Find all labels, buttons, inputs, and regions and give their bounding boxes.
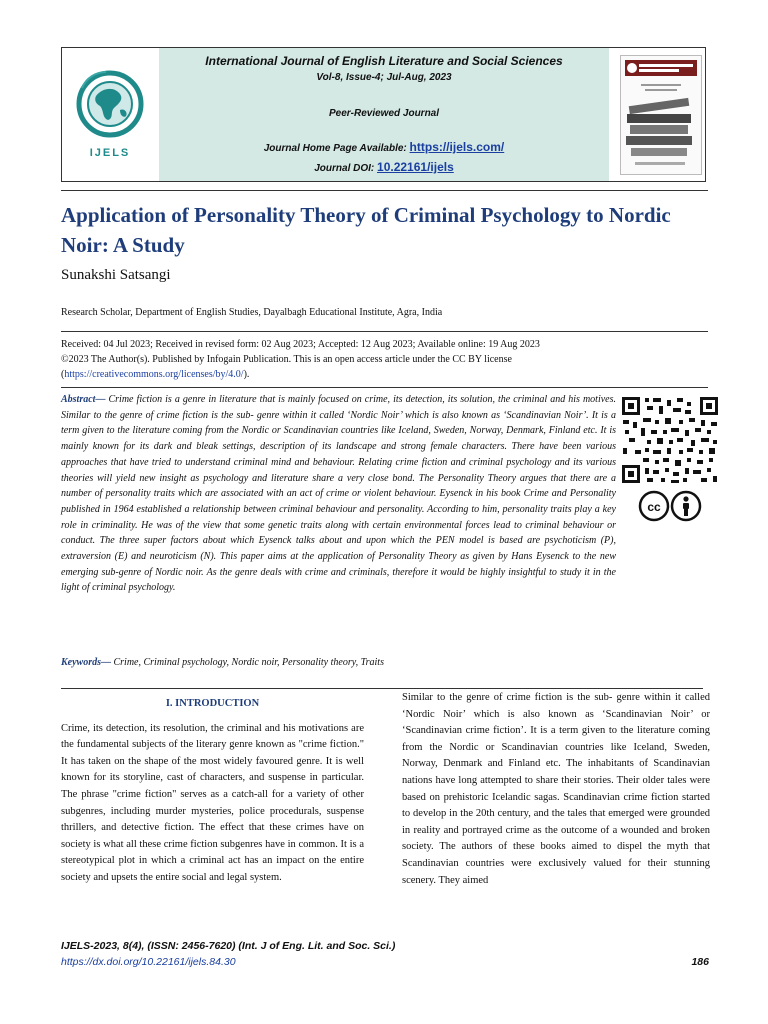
journal-doi-link[interactable]: 10.22161/ijels <box>377 160 454 174</box>
journal-doi-line <box>159 160 609 174</box>
intro-paragraph-right: Similar to the genre of crime fiction is the sub- genre within it called ‘Nordic Noir’ which is also known as ‘Scandinavian Noir’ or ‘Scandinavian crime fiction’. It is a term given to the literature coming from the Nordic or Scandinavian countries like Iceland, Sweden, Norway, Denmark and Finland etc. The inhabitants of Scandinavian nations have long attempted to share their stories. Their older tales were based on prehistoric Icelandic sagas. Scandinavian crime fiction started to develop in the 20th century, and the tales that emerged were grounded in reality and portrayed crime as the outcome of a wounded and broken society. The authors of these books aimed to dispel the myth that Scandinavian countries were exclusively valued for their stunning scenery. They aimed <box>402 692 710 886</box>
cc-by-license-icon <box>638 490 702 522</box>
article-dates: Received: 04 Jul 2023; Received in revised form: 02 Aug 2023; Accepted: 12 Aug 2023; Available online: 19 Aug 2023 <box>61 339 540 350</box>
abstract-text: Crime fiction is a genre in literature that is mainly focused on crime, its detection, its solution, the criminal and his motives. Similar to the genre of crime fiction is the sub- genre within it called ‘Nordic Noir’ which is also known as ‘Scandinavian Noir’. It is a term given to the literature coming from the Nordic or Scandinavian countries like Iceland, Sweden, Norway, Denmark, Finland etc. It is mainly known for its dark and bleak settings, description of its landscape and strong female characters. There have been various approaches that have tried to understand criminal mind and behaviour. Relating crime fiction and criminal psychology and its various theories will yield new insight as psychology and literature share a very close bond. The Personality Theory argues that there are a number of personality traits which are associated with an act of crime or violent behaviour. Eysenck in his book Crime and Personality published in 1964 established a relationship between criminal behaviour and personality. According to him, personality traits play a key role in criminality. He was of the view that some genetic traits along with certain environmental forces lead to criminal behaviour or conduct. The three super factors about which Eysenck talks about and upon which the PEN model is based are psychoticism (P), extraversion (E) and neuroticism (N). This paper aims at the application of Personality Theory as given by Hans Eysenck to the new emerging sub-genre of Nordic noir. As the genre deals with crime and criminals, therefore it would be highly insightful to study it in the light of criminal psychology. <box>61 394 617 594</box>
license-line: (https://creativecommons.org/licenses/by/4.0/). <box>61 369 250 380</box>
meta-divider-top <box>61 331 708 332</box>
journal-header <box>61 47 706 182</box>
intro-paragraph-left: Crime, its detection, its resolution, the criminal and his motivations are the fundamental subjects of the literary genre known as "crime fiction." It has taken on the shape of the most widely favoured genre. It is well known for its storyline, cast of characters, and suspense in particular. The phrase "crime fiction" serves as a catch-all for a variety of other subgenres, including murder mysteries, police procedurals, suspense thrillers, and detective fiction. The effect that these crimes have on society is what all these crime fiction subgenres have in common. It is a stereotypical plot in which a criminal act has an impact on the entire society and upsets the entire social and legal system. <box>61 722 364 883</box>
svg-text:cc: cc <box>647 500 661 514</box>
keywords-text: Crime, Criminal psychology, Nordic noir, Personality theory, Traits <box>113 657 384 668</box>
qr-code-icon <box>621 396 719 484</box>
header-divider <box>61 190 708 191</box>
home-page-label: Journal Home Page Available: <box>263 143 407 154</box>
article-author: Sunakshi Satsangi <box>61 267 171 283</box>
keywords <box>61 657 701 668</box>
article-title: Application of Personality Theory of Criminal Psychology to Nordic Noir: A Study <box>61 203 671 257</box>
copyright-notice: ©2023 The Author(s). Published by Infogain Publication. This is an open access article under the CC BY license <box>61 354 512 365</box>
author-affiliation: Research Scholar, Department of English Studies, Dayalbagh Educational Institute, Agra, India <box>61 307 443 318</box>
journal-cover-image <box>620 55 702 175</box>
article-metadata <box>61 337 711 382</box>
page-number: 186 <box>691 956 709 968</box>
page-footer <box>61 938 709 970</box>
keywords-label: Keywords— <box>61 657 111 668</box>
license-link[interactable]: https://creativecommons.org/licenses/by/4.0/ <box>64 369 244 380</box>
journal-issue: Vol-8, Issue-4; Jul-Aug, 2023 <box>316 72 452 83</box>
journal-logo <box>62 48 159 181</box>
footer-citation: IJELS-2023, 8(4), (ISSN: 2456-7620) (Int. J of Eng. Lit. and Soc. Sci.) <box>61 940 396 952</box>
abstract <box>61 392 616 596</box>
footer-doi-link[interactable]: https://dx.doi.org/10.22161/ijels.84.30 <box>61 956 236 968</box>
journal-home-link[interactable]: https://ijels.com/ <box>409 140 505 154</box>
doi-label: Journal DOI: <box>314 163 375 174</box>
journal-info-band <box>159 48 609 181</box>
keywords-divider <box>61 688 703 689</box>
journal-home-line <box>159 140 609 154</box>
abstract-label: Abstract— <box>61 394 106 405</box>
journal-name: International Journal of English Literature and Social Sciences <box>205 54 563 68</box>
body-column-right <box>402 690 710 889</box>
peer-reviewed-label: Peer-Reviewed Journal <box>328 108 440 119</box>
logo-wordmark: IJELS <box>89 147 131 159</box>
section-heading-introduction: I. INTRODUCTION <box>165 698 260 709</box>
meta-divider-bottom <box>61 387 708 388</box>
body-column-left <box>61 696 364 887</box>
